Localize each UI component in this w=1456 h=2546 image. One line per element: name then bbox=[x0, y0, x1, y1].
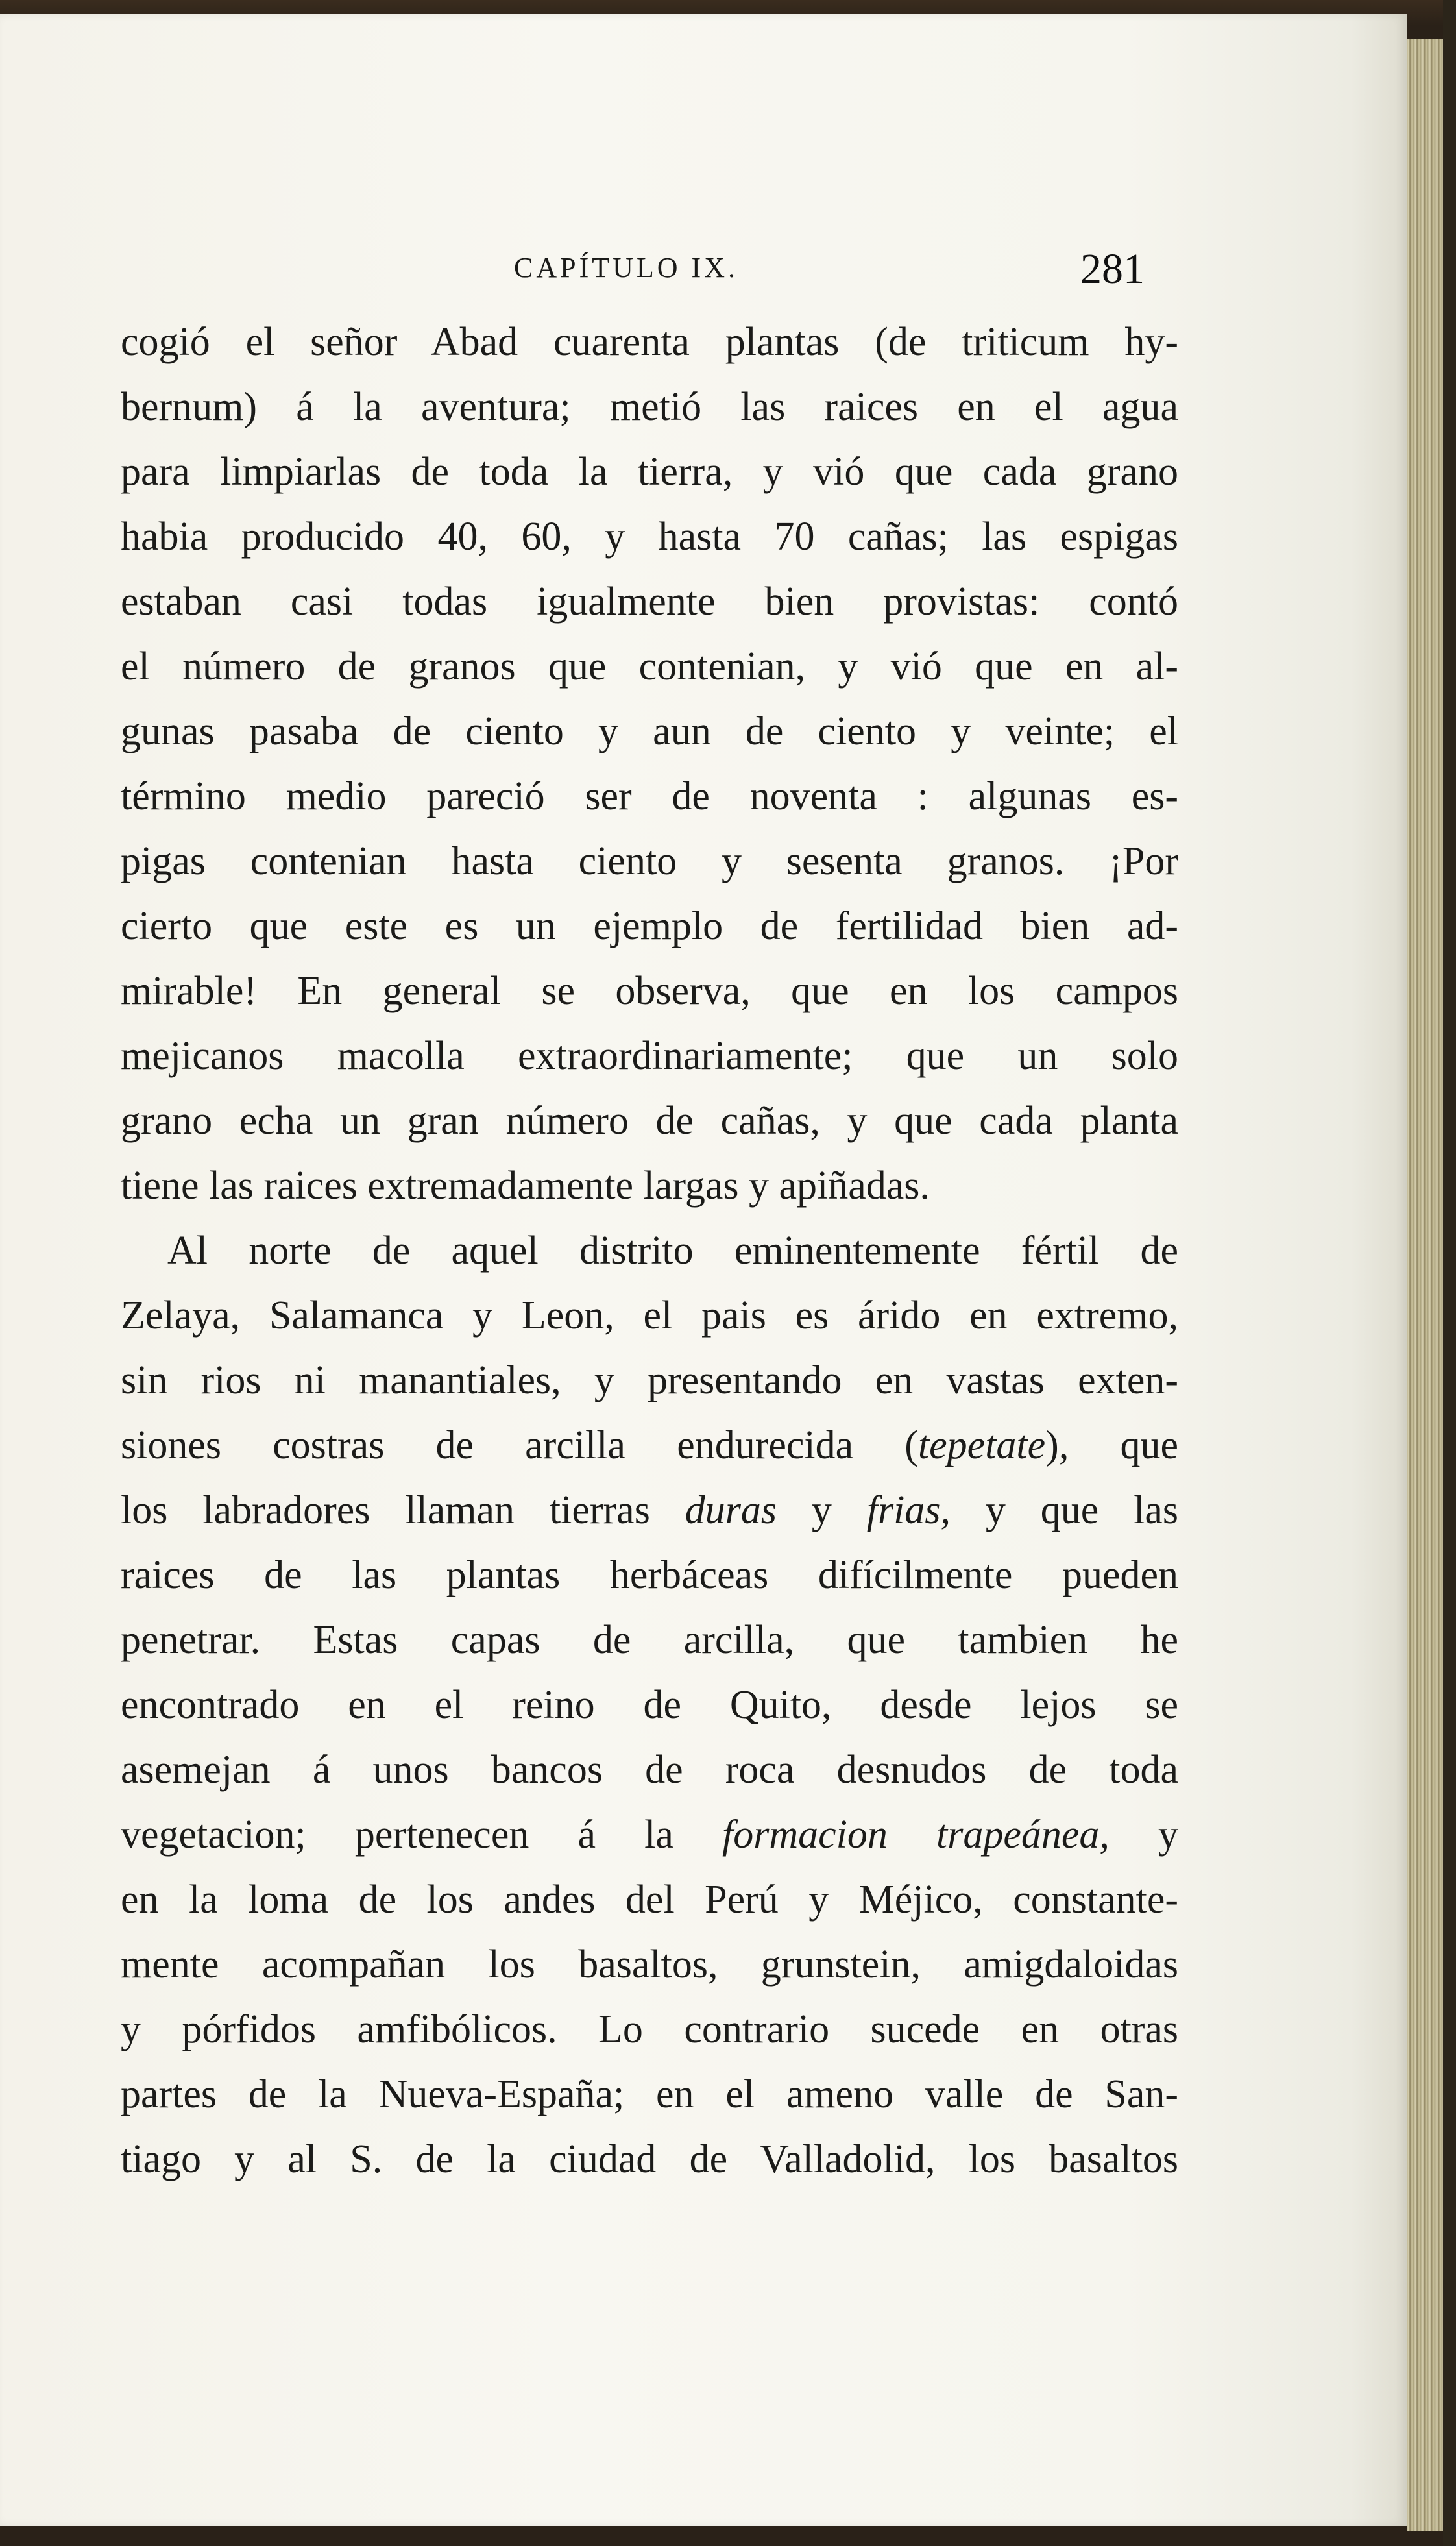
text-run: tiago y al S. de la ciudad de Valladolid, los basaltos bbox=[121, 2137, 1178, 2181]
text-line bbox=[121, 1802, 1178, 1867]
text-line bbox=[121, 1348, 1178, 1413]
text-run: gunas pasaba de ciento y aun de ciento y veinte; el bbox=[121, 709, 1178, 753]
text-run: estaban casi todas igualmente bien provistas: contó bbox=[121, 580, 1178, 624]
text-run: en la loma de los andes del Perú y Méjico, constante- bbox=[121, 1878, 1178, 1922]
text-run: mirable! En general se observa, que en los campos bbox=[121, 969, 1178, 1013]
text-run: mejicanos macolla extraordinariamente; que un solo bbox=[121, 1034, 1178, 1078]
italic-term: frias, bbox=[866, 1488, 951, 1532]
text-line bbox=[121, 504, 1178, 569]
book-page bbox=[0, 14, 1407, 2526]
text-line bbox=[121, 569, 1178, 634]
text-run: pigas contenian hasta ciento y sesenta granos. ¡Por bbox=[121, 839, 1178, 883]
text-run: penetrar. Estas capas de arcilla, que tambien he bbox=[121, 1618, 1178, 1662]
text-line bbox=[121, 634, 1178, 699]
italic-term: formacion trapeánea, bbox=[722, 1813, 1110, 1857]
running-head bbox=[0, 245, 1407, 297]
text-line bbox=[121, 699, 1178, 764]
text-run: tiene las raices extremadamente largas y apiñadas. bbox=[121, 1164, 930, 1208]
text-line bbox=[121, 894, 1178, 959]
text-run: el número de granos que contenian, y vió que en al- bbox=[121, 644, 1178, 689]
italic-term: tepetate bbox=[917, 1423, 1046, 1467]
text-line bbox=[121, 310, 1178, 374]
chapter-title: CAPÍTULO IX. bbox=[514, 252, 738, 284]
text-line bbox=[121, 1283, 1178, 1348]
text-line bbox=[121, 1737, 1178, 1802]
text-run: encontrado en el reino de Quito, desde lejos se bbox=[121, 1683, 1178, 1727]
text-run: habia producido 40, 60, y hasta 70 cañas; las espigas bbox=[121, 515, 1178, 559]
text-run: Al norte de aquel distrito eminentemente fértil de bbox=[167, 1229, 1178, 1273]
text-line bbox=[121, 1997, 1178, 2062]
text-line bbox=[121, 439, 1178, 504]
text-run: sin rios ni manantiales, y presentando en vastas exten- bbox=[121, 1358, 1178, 1402]
text-run: Zelaya, Salamanca y Leon, el pais es árido en extremo, bbox=[121, 1293, 1178, 1338]
text-run: grano echa un gran número de cañas, y que cada planta bbox=[121, 1099, 1178, 1143]
text-line bbox=[121, 1023, 1178, 1088]
text-line bbox=[121, 1608, 1178, 1672]
text-line bbox=[121, 764, 1178, 829]
text-line bbox=[121, 1672, 1178, 1737]
text-run: cogió el señor Abad cuarenta plantas (de triticum hy- bbox=[121, 320, 1178, 364]
page-number: 281 bbox=[1080, 245, 1145, 293]
text-run: raices de las plantas herbáceas difícilmente pueden bbox=[121, 1553, 1178, 1597]
text-line bbox=[121, 1088, 1178, 1153]
text-line bbox=[121, 1153, 1178, 1218]
text-run: bernum) á la aventura; metió las raices en el agua bbox=[121, 385, 1178, 429]
text-run: ), que bbox=[1045, 1423, 1178, 1467]
text-run: siones costras de arcilla endurecida ( bbox=[121, 1423, 918, 1467]
text-line bbox=[121, 2127, 1178, 2192]
text-run: asemejan á unos bancos de roca desnudos de toda bbox=[121, 1748, 1178, 1792]
text-line bbox=[121, 1218, 1178, 1283]
text-line bbox=[121, 2062, 1178, 2127]
text-line bbox=[121, 1413, 1178, 1478]
text-run: y bbox=[1109, 1813, 1178, 1857]
book-cover-edge bbox=[1443, 0, 1456, 2546]
text-run: mente acompañan los basaltos, grunstein, amigdaloidas bbox=[121, 1942, 1178, 1987]
italic-term: duras bbox=[685, 1488, 777, 1532]
text-line bbox=[121, 374, 1178, 439]
text-line bbox=[121, 959, 1178, 1023]
text-run: término medio pareció ser de noventa : algunas es- bbox=[121, 774, 1178, 818]
text-run: y que las bbox=[950, 1488, 1178, 1532]
text-run: los labradores llaman tierras bbox=[121, 1488, 685, 1532]
text-run: y pórfidos amfibólicos. Lo contrario sucede en otras bbox=[121, 2007, 1178, 2051]
text-run: y bbox=[776, 1488, 867, 1532]
text-line bbox=[121, 1932, 1178, 1997]
text-line bbox=[121, 1867, 1178, 1932]
text-run: vegetacion; pertenecen á la bbox=[121, 1813, 722, 1857]
text-run: para limpiarlas de toda la tierra, y vió que cada grano bbox=[121, 450, 1178, 494]
text-line bbox=[121, 1478, 1178, 1543]
text-run: partes de la Nueva-España; en el ameno valle de San- bbox=[121, 2072, 1178, 2116]
text-line bbox=[121, 829, 1178, 894]
body-text bbox=[121, 310, 1178, 2192]
text-run: cierto que este es un ejemplo de fertilidad bien ad- bbox=[121, 904, 1178, 948]
text-line bbox=[121, 1543, 1178, 1608]
